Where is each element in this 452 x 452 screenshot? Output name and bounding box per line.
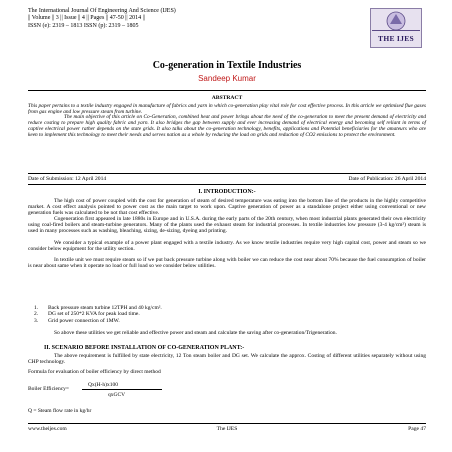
utility-list bbox=[34, 305, 414, 324]
logo-text: THE IJES bbox=[378, 34, 414, 43]
footer-page: Page 47 bbox=[408, 426, 426, 432]
journal-volume: || Volume || 3 || Issue || 4 || Pages || 47-50 || 2014 || bbox=[28, 15, 145, 22]
abstract-heading: ABSTRACT bbox=[28, 95, 426, 101]
paragraph: Q = Steam flow rate in kg/hr bbox=[28, 408, 92, 414]
fraction-bar bbox=[82, 389, 162, 390]
divider bbox=[28, 184, 426, 185]
formula-denominator: qxGCV bbox=[108, 392, 126, 398]
abstract-paragraph: The main objective of this article on Co-Generation, combined heat and power brings about the need of the co-generation to meet the present demand of electricity and reduce costing to prepare high quality fabric and yarn. It also bridges the gap between supply and ever increasing demand of electrical energy and becoming self reliant in terms of captive electrical power rather depends on the state grids. It also talks about the co-generation technology, benefits, applications and Potential beneficiaries for the amateurs who are keen to implement this technology to meet their needs and serves nation as a whole by reducing the load on grids and reduction of CO2 emissions to protect the environment. bbox=[28, 114, 426, 138]
journal-issn: ISSN (e): 2319 – 1813 ISSN (p): 2319 – 1805 bbox=[28, 22, 139, 29]
paragraph: The high cost of power coupled with the cost for generation of steam of desired temperature was eating into the bottom line of the products in the highly competitive market. A cost effect analysis pointed to power cost as the main target to work upon. Captive generation of power as a standalone project either using conventional or new generation fuels was calculated to be not that cost effective. bbox=[28, 198, 426, 217]
section-body bbox=[28, 353, 426, 375]
footer-journal: The IJES bbox=[216, 426, 238, 432]
paper-author: Sandeep Kumar bbox=[198, 74, 256, 83]
paragraph: We consider a typical example of a power plant engaged with a textile industry. As we know textile industries require very high capital cost, power and steam so we consider below equipment for the utility section. bbox=[28, 239, 426, 252]
divider bbox=[28, 90, 426, 91]
paper-page bbox=[28, 8, 426, 444]
journal-header bbox=[28, 8, 328, 30]
formula-label: Boiler Efficiency= bbox=[28, 386, 70, 392]
paragraph: Cogeneration first appeared in late 1880s in Europe and in U.S.A. during the early parts of the 20th century, when most industrial plants generated their own electricity using coal-fired boilers and steam-turbine generators. Many of the plants used the exhaust steam for industrial processes. In textile industries low pressure (3-4 kg/cm²) steam is used in many processes such as washing, bleaching, sizing, de-sizing, dyeing and printing. bbox=[28, 216, 426, 235]
footer-site: www.theijes.com bbox=[28, 426, 67, 432]
divider bbox=[28, 173, 426, 174]
list-item: 1. Back pressure steam turbine 12TPH and 40 kg/cm². bbox=[34, 305, 162, 311]
submission-date: Date of Submission: 12 April 2014 bbox=[28, 176, 107, 182]
section-heading: II. SCENARIO BEFORE INSTALLATION OF CO-GENERATION PLANT:- bbox=[44, 345, 245, 351]
section-body bbox=[28, 198, 426, 269]
paragraph: In textile unit we must require steam so if we put back pressure turbine along with boiler we can reduce the cost near about 70% because the fuel consumption of boiler is near about same when it operate no load or full load so we consider below utilities. bbox=[28, 256, 426, 269]
publication-date: Date of Publication: 26 April 2014 bbox=[348, 176, 426, 182]
paragraph: So above these utilities we get reliable and effective power and steam and calculate the saving after co-generation/Trigeneration. bbox=[54, 330, 337, 336]
journal-name: The International Journal Of Engineering And Science (IJES) bbox=[28, 8, 176, 14]
abstract-text bbox=[28, 104, 426, 138]
section-body bbox=[28, 330, 426, 336]
list-item: 3. Grid power connection of 1MW. bbox=[34, 317, 120, 324]
journal-logo bbox=[370, 8, 422, 48]
paper-title: Co-generation in Textile Industries bbox=[152, 60, 302, 71]
divider bbox=[28, 423, 426, 424]
formula-numerator: Qx(H-h)x100 bbox=[88, 382, 118, 388]
paragraph: Formula for evaluation of boiler efficiency by direct method bbox=[28, 369, 161, 376]
section-heading: I. INTRODUCTION:- bbox=[198, 189, 256, 195]
abstract-paragraph: This paper pertains to a textile industry engaged in manufacture of fabrics and yarn in which co-generation play vital role for cost effective process. In this article we optimised flue gases from gas engine and low pressure steam from turbine. bbox=[28, 103, 426, 115]
list-item: 2. DG set of 250*2 KVA for peak load time. bbox=[34, 311, 140, 318]
section-body bbox=[28, 408, 426, 414]
paragraph: The above requirement is fulfilled by state electricity, 12 Ton steam boiler and DG set. We calculate the approx. Costing of different utilities separately without using CHP technology. bbox=[28, 353, 426, 366]
